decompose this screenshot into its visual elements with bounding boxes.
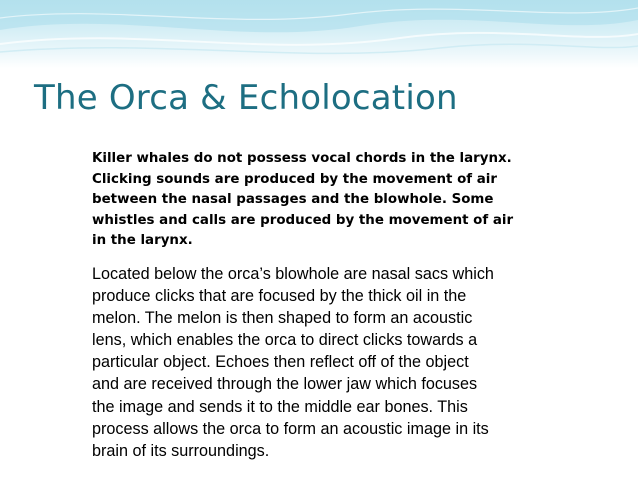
body-paragraph-line: process allows the orca to form an acoustic image in its	[92, 419, 489, 438]
bold-paragraph-line: whistles and calls are produced by the movement of air	[92, 212, 514, 228]
bold-paragraph-line: in the larynx.	[92, 233, 193, 248]
body-paragraph-line: the image and sends it to the middle ear bones. This	[92, 397, 468, 416]
slide-title: The Orca & Echolocation	[34, 78, 458, 118]
body-paragraph-line: produce clicks that are focused by the thick oil in the	[92, 287, 467, 306]
body-paragraph-line: and are received through the lower jaw which focuses	[92, 375, 478, 394]
bold-paragraph-line: Killer whales do not possess vocal chords in the larynx.	[92, 151, 512, 166]
body-paragraph-line: brain of its surroundings.	[92, 441, 270, 460]
bold-paragraph-line: between the nasal passages and the blowhole. Some	[92, 192, 494, 207]
body-paragraph	[92, 263, 562, 462]
body-paragraph-line: melon. The melon is then shaped to form an acoustic	[92, 309, 473, 328]
body-paragraph-line: particular object. Echoes then reflect off of the object	[92, 353, 469, 372]
bold-paragraph-line: Clicking sounds are produced by the movement of air	[92, 171, 497, 187]
wave-decoration	[0, 0, 638, 68]
bold-paragraph	[92, 149, 562, 252]
body-paragraph-line: lens, which enables the orca to direct clicks towards a	[92, 331, 478, 350]
body-paragraph-line: Located below the orca’s blowhole are nasal sacs which	[92, 265, 494, 283]
decorative-header-band	[0, 0, 638, 68]
